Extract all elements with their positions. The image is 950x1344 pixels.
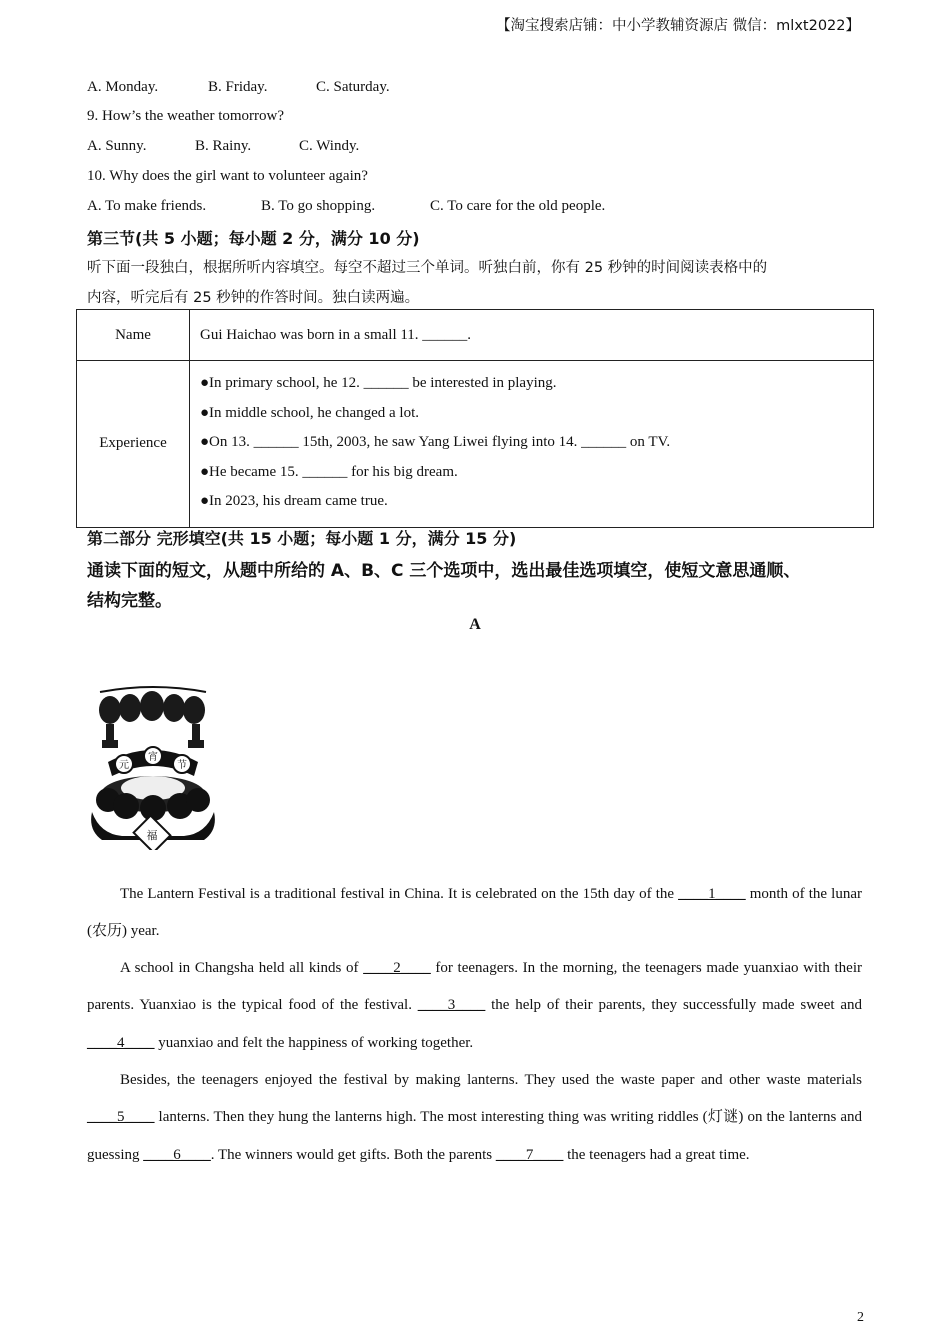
q10-stem: 10. Why does the girl want to volunteer again? — [87, 168, 368, 184]
part2-title: 第二部分 完形填空(共 15 小题；每小题 1 分，满分 15 分) — [87, 529, 517, 548]
passage-text: month of the lunar (农历) year. — [87, 886, 862, 940]
blank-5: ____5____ — [87, 1109, 155, 1126]
passage-text: Besides, the teenagers enjoyed the festival by making lanterns. They used the waste paper and other waste materials — [120, 1072, 862, 1088]
svg-text:宵: 宵 — [148, 752, 158, 763]
experience-label: Experience — [77, 361, 190, 528]
passage-paragraph-1 — [87, 876, 862, 951]
svg-text:节: 节 — [177, 760, 187, 771]
svg-text:福: 福 — [146, 829, 158, 842]
blank-6: ____6____ — [143, 1146, 211, 1163]
experience-item: ●In middle school, he changed a lot. — [200, 404, 420, 421]
blank-2: ____2____ — [363, 960, 431, 976]
blank-4: ____4____ — [87, 1034, 155, 1051]
experience-list — [190, 361, 874, 528]
table-row-name — [77, 310, 874, 361]
q9-stem: 9. How’s the weather tomorrow? — [87, 108, 285, 124]
passage-text: A school in Changsha held all kinds of — [120, 960, 364, 976]
passage-text: the help of their parents, they successfully made sweet and — [485, 997, 862, 1014]
q10-option-c: C. To care for the old people. — [430, 198, 606, 214]
q10-option-a: A. To make friends. — [87, 198, 207, 214]
passage-text: . The winners would get gifts. Both the parents — [210, 1146, 496, 1163]
experience-item: ●In 2023, his dream came true. — [200, 493, 388, 510]
q9-option-c: C. Windy. — [299, 138, 360, 154]
experience-item: ●In primary school, he 12. ______ be interested in playing. — [200, 375, 557, 391]
passage-text: yuanxiao and felt the happiness of working together. — [154, 1034, 474, 1051]
passage-paragraph-3 — [87, 1062, 862, 1174]
passage-text: for teenagers. In the morning, the teenagers made yuanxiao with their parents. Yuanxiao is the typical food of the festival. — [87, 960, 862, 1014]
q9-option-b: B. Rainy. — [195, 138, 252, 154]
blank-3: ____3____ — [417, 997, 486, 1014]
passage-paragraph-2 — [87, 950, 862, 1062]
name-label: Name — [77, 310, 190, 361]
q9-option-a: A. Sunny. — [87, 138, 147, 154]
table-row-experience — [77, 361, 874, 528]
q8-option-a: A. Monday. — [87, 79, 159, 95]
section3-instructions-2: 内容，听完后有 25 秒钟的作答时间。独白读两遍。 — [87, 290, 420, 306]
name-value: Gui Haichao was born in a small 11. ______. — [190, 310, 874, 361]
section3-title: 第三节(共 5 小题；每小题 2 分，满分 10 分) — [87, 229, 420, 248]
blank-7: ____7____ — [495, 1146, 564, 1163]
page-number: 2 — [857, 1310, 864, 1325]
section3-instructions-1: 听下面一段独白，根据所听内容填空。每空不超过三个单词。听独白前，你有 25 秒钟的时间阅读表格中的 — [87, 260, 768, 276]
part2-instructions-2: 结构完整。 — [87, 591, 172, 611]
answer-table — [76, 309, 874, 528]
experience-item: ●On 13. ______ 15th, 2003, he saw Yang Liwei flying into 14. ______ on TV. — [200, 434, 671, 451]
lantern-festival-icon — [86, 684, 220, 855]
passage-text: The Lantern Festival is a traditional festival in China. It is celebrated on the 15th day of the — [120, 886, 679, 902]
passage-text: lanterns. Then they hung the lanterns high. The most interesting thing was writing riddles (灯谜) on the lanterns and guessing — [87, 1109, 862, 1163]
experience-item: ●He became 15. ______ for his big dream. — [200, 463, 458, 480]
q8-option-b: B. Friday. — [208, 79, 268, 95]
blank-1: ____1____ — [678, 886, 746, 902]
passage-text: the teenagers had a great time. — [563, 1146, 750, 1163]
q10-option-b: B. To go shopping. — [261, 198, 376, 214]
svg-text:元: 元 — [119, 760, 129, 771]
header-note: 【淘宝搜索店铺：中小学教辅资源店 微信：mlxt2022】 — [496, 18, 860, 34]
part2-instructions-1: 通读下面的短文，从题中所给的 A、B、C 三个选项中，选出最佳选项填空，使短文意思通顺、 — [87, 561, 801, 581]
q8-option-c: C. Saturday. — [316, 79, 390, 95]
passage-label: A — [469, 616, 481, 633]
